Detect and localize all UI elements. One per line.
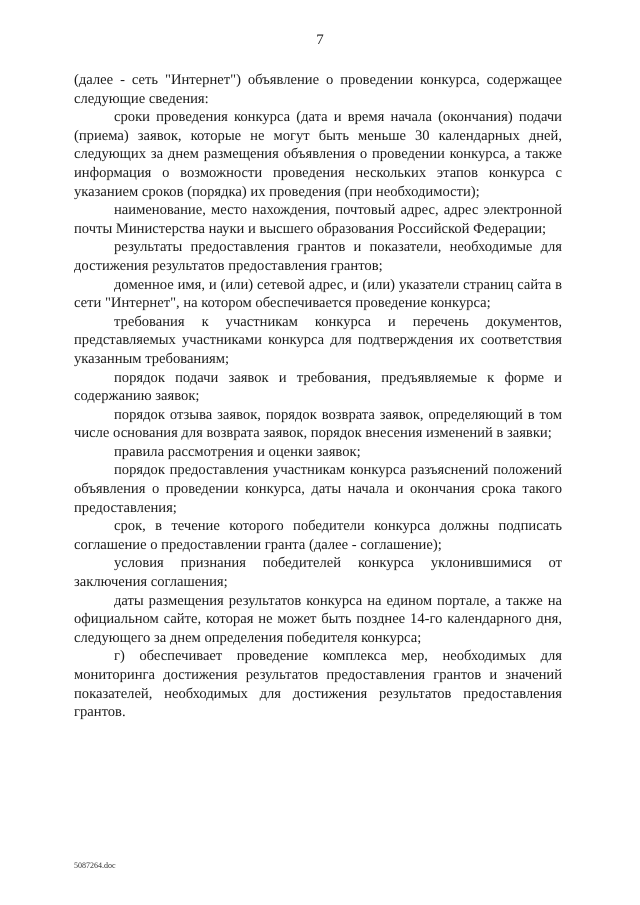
paragraph-grant-results: результаты предоставления грантов и показатели, необходимые для достижения результатов предоставления грантов;: [74, 239, 562, 274]
paragraph-ministry-contacts: наименование, место нахождения, почтовый адрес, адрес электронной почты Министерства науки и высшего образования Российской Федерации;: [74, 202, 562, 237]
paragraph-results-publication: даты размещения результатов конкурса на едином портале, а также на официальном сайте, которая не может быть позднее 14-го календарного дня, следующего за днем определения победителя конкурса;: [74, 592, 562, 646]
page-number: 7: [316, 32, 324, 48]
paragraph-signing-deadline: срок, в течение которого победители конкурса должны подписать соглашение о предоставлении гранта (далее - соглашение);: [74, 518, 562, 553]
paragraph-evasion-conditions: условия признания победителей конкурса уклонившимися от заключения соглашения;: [74, 555, 562, 591]
paragraph-evaluation-rules: правила рассмотрения и оценки заявок;: [114, 443, 361, 460]
paragraph-continuation: (далее - сеть "Интернет") объявление о проведении конкурса, содержащее следующие сведения:: [74, 72, 562, 107]
document-body: [74, 71, 562, 722]
document-file-code: 5087264.doc: [74, 861, 116, 870]
paragraph-clarifications: порядок предоставления участникам конкурса разъяснений положений объявления о проведении конкурса, даты начала и окончания срока такого предоставления;: [74, 462, 562, 516]
paragraph-participant-requirements: требования к участникам конкурса и перечень документов, представляемых участниками конкурса для подтверждения их соответствия указанным требованиям;: [74, 313, 562, 367]
paragraph-withdrawal-procedure: порядок отзыва заявок, порядок возврата заявок, определяющий в том числе основания для возврата заявок, порядок внесения изменений в заявки;: [74, 406, 562, 442]
paragraph-deadlines: сроки проведения конкурса (дата и время начала (окончания) подачи (приема) заявок, которые не могут быть меньше 30 календарных дней, следующих за днем размещения объявления о проведении конкурса, а также информация о возможности проведения нескольких этапов конкурса с указанием сроков (порядка) их проведения (при необходимости);: [74, 109, 562, 200]
paragraph-monitoring: г) обеспечивает проведение комплекса мер, необходимых для мониторинга достижения результатов предоставления грантов и значений показателей, необходимых для достижения результатов предоставления грантов.: [74, 648, 562, 721]
paragraph-domain-name: доменное имя, и (или) сетевой адрес, и (или) указатели страниц сайта в сети "Интернет", на котором обеспечивается проведение конкурса;: [74, 276, 562, 312]
paragraph-submission-procedure: порядок подачи заявок и требования, предъявляемые к форме и содержанию заявок;: [74, 369, 562, 405]
